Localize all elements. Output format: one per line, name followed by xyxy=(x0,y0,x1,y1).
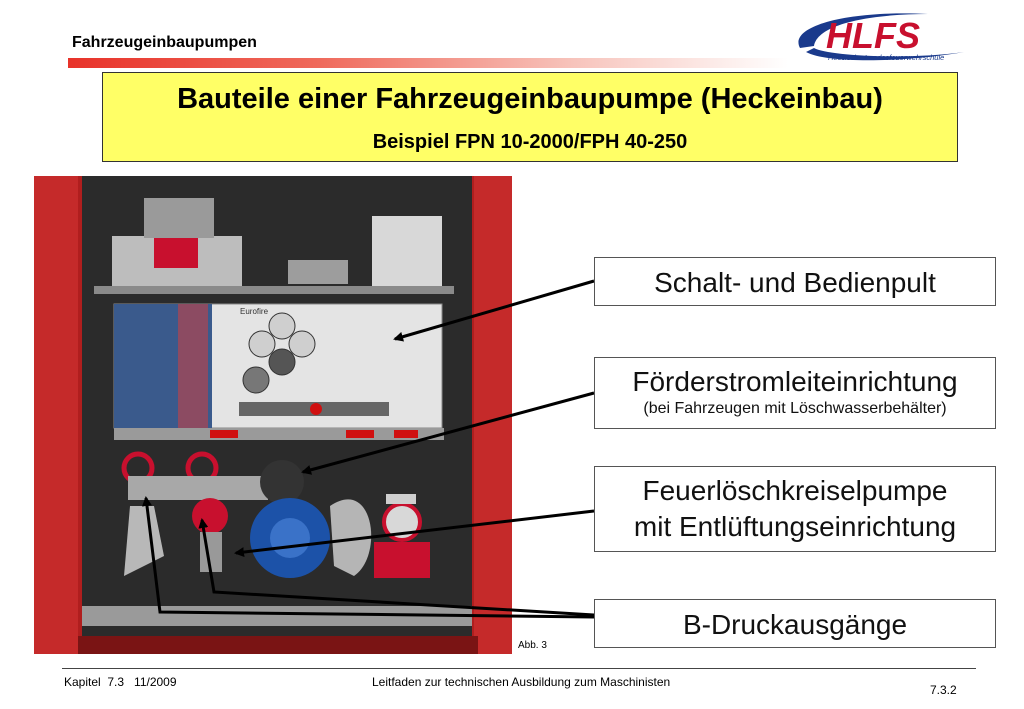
pump-photo xyxy=(34,176,512,654)
hlfs-logo xyxy=(788,8,966,66)
title-box xyxy=(102,72,958,162)
callout-flow-device-title: Förderstromleiteinrichtung xyxy=(632,366,958,397)
hlfs-logo-graphic xyxy=(788,8,966,66)
svg-text:HLFS: HLFS xyxy=(826,15,920,56)
footer-divider xyxy=(62,668,976,669)
section-label: Fahrzeugeinbaupumpen xyxy=(72,34,257,51)
footer-page-number: 7.3.2 xyxy=(930,683,957,697)
figure-label: Abb. 3 xyxy=(518,640,547,651)
slide-subtitle: Beispiel FPN 10-2000/FPH 40-250 xyxy=(372,131,688,153)
callout-pump-line1: Feuerlöschkreiselpumpe xyxy=(642,475,948,506)
callout-flow-device-note: (bei Fahrzeugen mit Löschwasserbehälter) xyxy=(643,400,947,417)
callout-pump-line2: mit Entlüftungseinrichtung xyxy=(633,511,957,542)
pump-illustration xyxy=(34,176,512,654)
footer-chapter: Kapitel 7.3 11/2009 xyxy=(64,675,177,689)
callout-pump xyxy=(594,466,996,552)
footer-guide-title: Leitfaden zur technischen Ausbildung zum Maschinisten xyxy=(372,675,671,689)
panel-brand: Eurofire xyxy=(240,307,269,316)
svg-text:Hessische Landesfeuerwehrschul: Hessische Landesfeuerwehrschule xyxy=(828,53,945,62)
slide-title: Bauteile einer Fahrzeugeinbaupumpe (Heckeinbau) xyxy=(177,83,883,115)
callout-flow-device xyxy=(594,357,996,429)
header-gradient-bar xyxy=(68,58,788,68)
callout-control-panel: Schalt- und Bedienpult xyxy=(594,257,996,306)
callout-outlets: B-Druckausgänge xyxy=(594,599,996,648)
